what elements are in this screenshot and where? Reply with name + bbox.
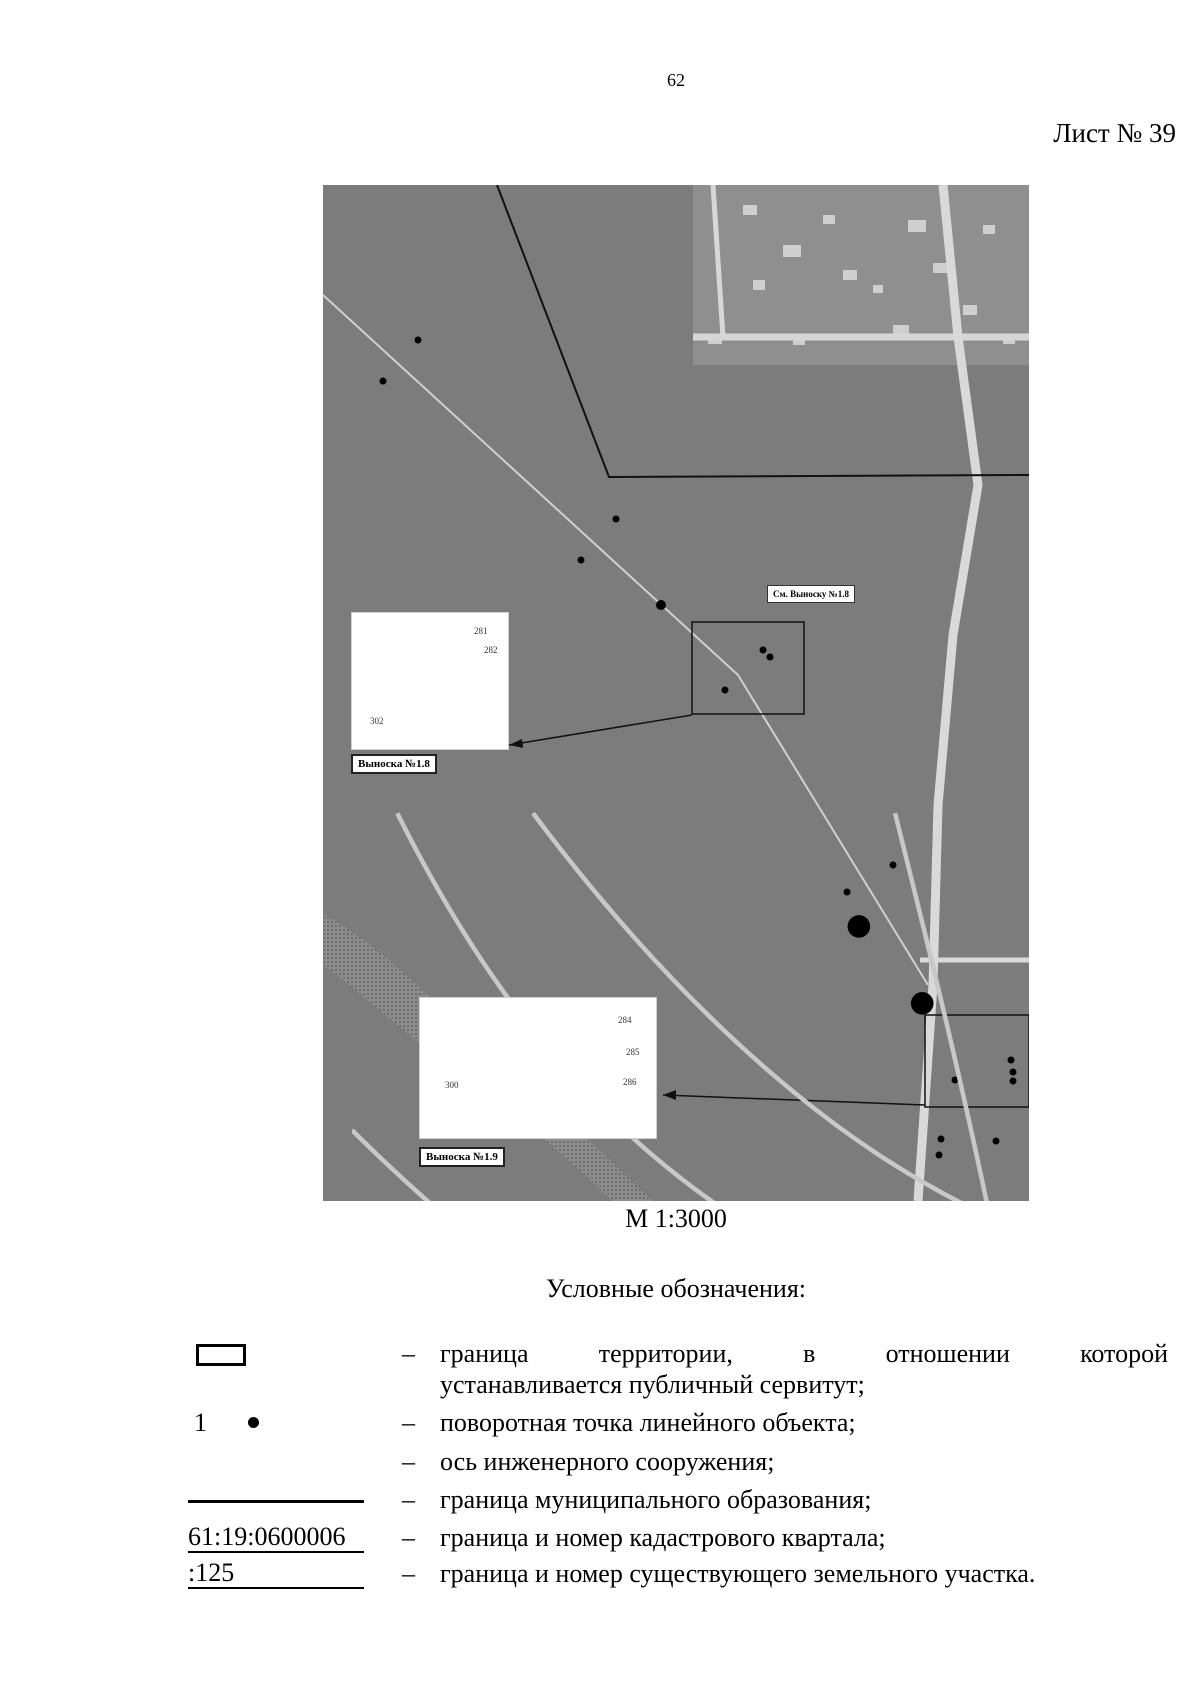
legend-dash: – [402,1485,415,1514]
point-label: 284 [618,1015,632,1025]
sheet-label: Лист № 39 [1053,118,1176,148]
callout-caption-1-9: Выноска №1.9 [419,1147,505,1167]
legend-symbol [188,1484,368,1515]
point-label: 285 [626,1047,640,1057]
point-label: 302 [370,716,384,726]
municipal-boundary-line-symbol [188,1500,364,1503]
callout-inset-1-9 [419,997,657,1139]
point-label: 286 [623,1077,637,1087]
point-label: 282 [484,645,498,655]
cadastral-quarter-number: 61:19:0600006 [188,1522,364,1553]
legend-symbol [188,1407,368,1438]
legend-dash: – [402,1559,415,1588]
servitude-boundary-symbol [196,1344,246,1366]
legend-text: граница и номер кадастрового квартала; [440,1523,886,1552]
legend-symbol [188,1558,368,1589]
legend-title: Условные обозначения: [545,1274,807,1303]
legend-text: граница и номер существующего земельного участка. [440,1559,1036,1588]
point-label: 300 [445,1080,459,1090]
legend-text: ось инженерного сооружения; [440,1447,775,1476]
legend-text: поворотная точка линейного объекта; [440,1408,856,1437]
map-scale: М 1:3000 [625,1204,727,1233]
callout-inset-1-8 [351,612,509,750]
map-image [323,185,1029,1201]
callout-reference-label: См. Выноску №1.8 [767,585,855,603]
turning-point-dot-icon [248,1417,259,1428]
legend-symbol [188,1522,368,1553]
legend-text: граница территории, в отношении которой [440,1339,1168,1368]
legend-dash: – [402,1523,415,1552]
legend-dash: – [402,1447,415,1476]
legend-text: устанавливается публичный сервитут; [440,1370,865,1399]
legend-dash: – [402,1408,415,1437]
point-label: 281 [474,626,488,636]
legend-symbol [188,1338,368,1369]
land-plot-number: :125 [188,1558,364,1589]
legend-text: граница муниципального образования; [440,1485,872,1514]
point-number-symbol: 1 [194,1408,207,1437]
page-number: 62 [667,70,685,90]
legend-dash: – [402,1339,415,1368]
callout-caption-1-8: Выноска №1.8 [351,754,437,774]
